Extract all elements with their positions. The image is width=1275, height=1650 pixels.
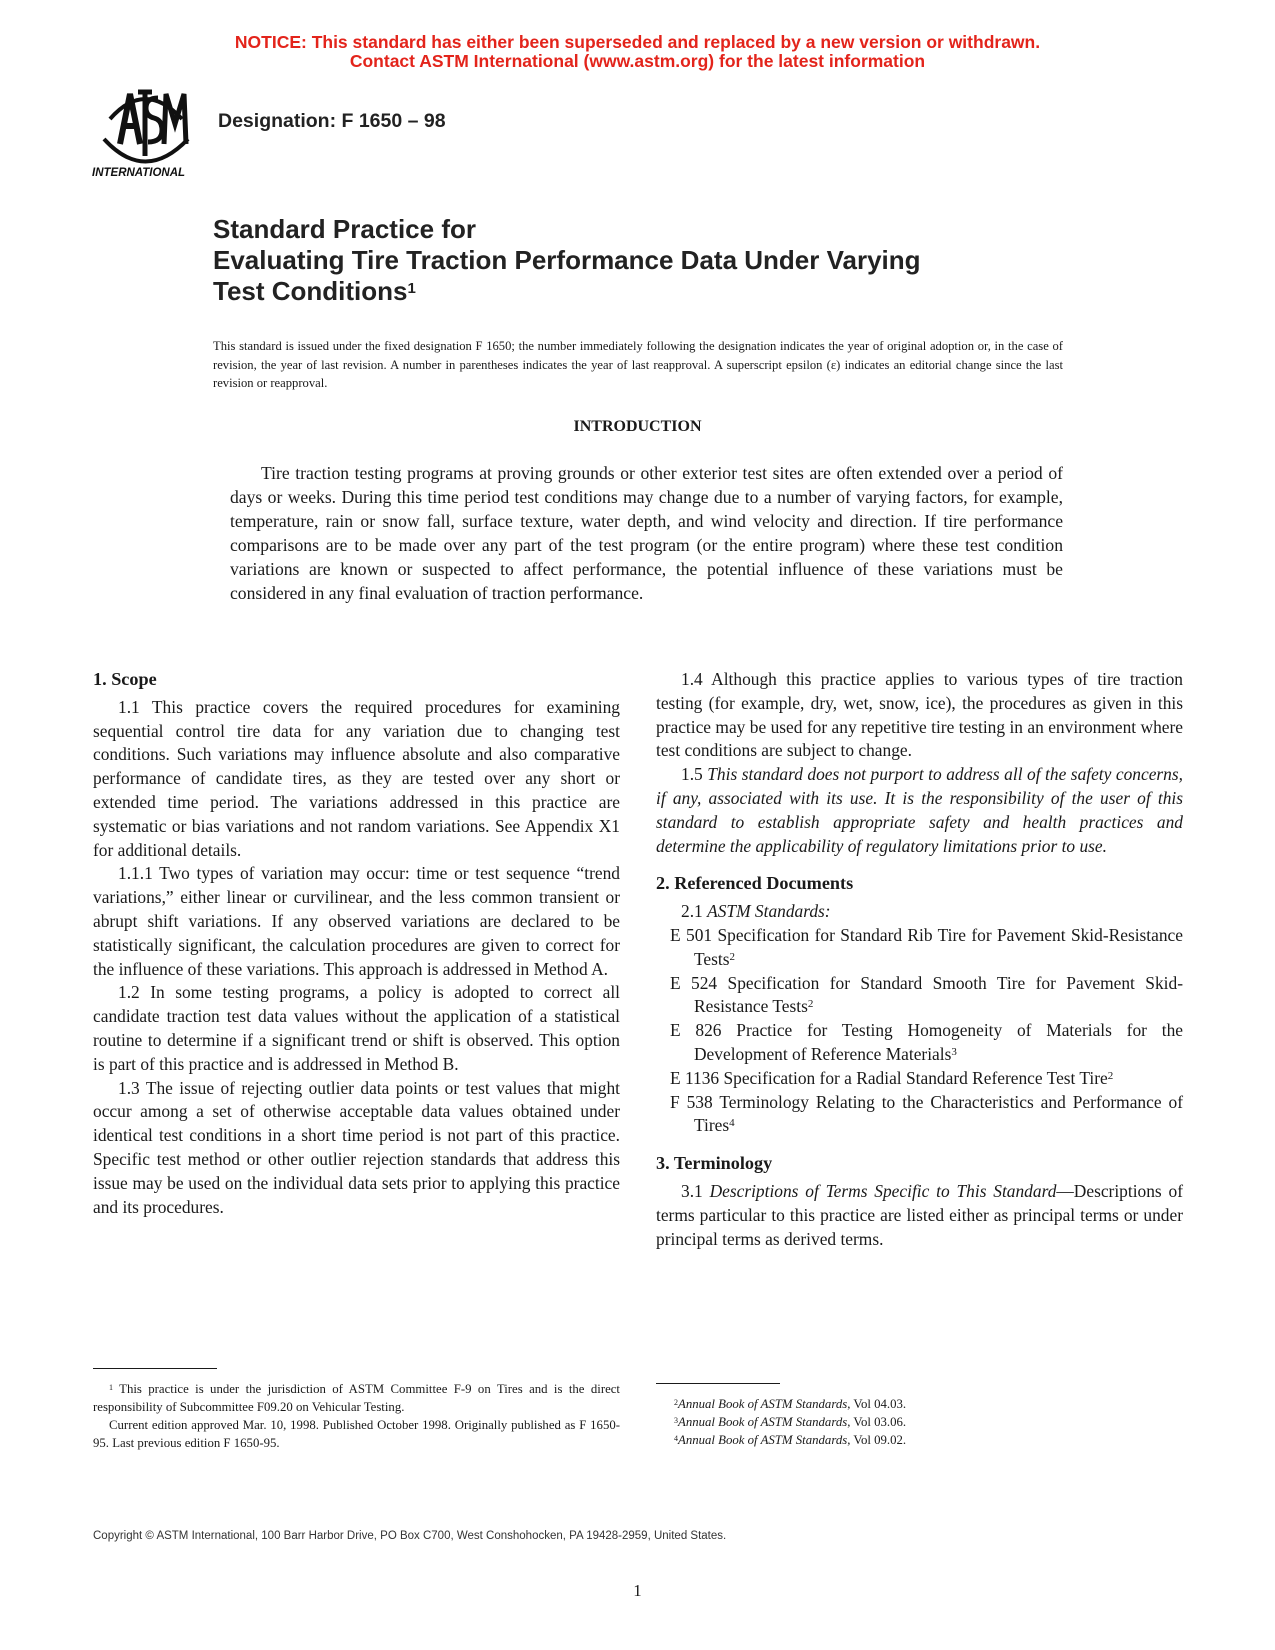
title-line-1: Standard Practice for	[213, 214, 476, 244]
copyright-line: Copyright © ASTM International, 100 Barr Harbor Drive, PO Box C700, West Conshohocken, PA 19428-2959, United States.	[93, 1530, 727, 1542]
introduction-text: Tire traction testing programs at proving grounds or other exterior test sites are often extended over a period of days or weeks. During this time period test conditions may change due to a number of varying factors, for example, temperature, rain or snow fall, surface texture, water depth, and wind velocity and direction. If tire performance comparisons are to be made over any part of the test program (or the entire program) where these test condition variations are known or suspected to affect performance, the potential influence of these variations must be considered in any final evaluation of traction performance.	[230, 463, 1063, 603]
page-number: 1	[633, 1581, 642, 1600]
title-footnote-mark: 1	[407, 280, 416, 297]
section-1-5-number: 1.5	[681, 764, 708, 785]
footnote-volume: , Vol 04.03.	[847, 1397, 907, 1411]
right-column	[656, 668, 1183, 1251]
introduction-heading: INTRODUCTION	[573, 418, 702, 435]
footnote-1-mark: 1	[109, 1383, 113, 1392]
title-line-3: Test Conditions	[213, 276, 408, 306]
section-1-2: 1.2 In some testing programs, a policy is adopted to correct all candidate traction test data values without the application of a statistical routine to determine if a significant trend or shift is observed. This option is part of this practice and is addressed in Method B.	[93, 982, 620, 1074]
left-column	[93, 668, 620, 1219]
document-title	[213, 214, 921, 307]
reference-item	[656, 1091, 1183, 1139]
footnote-book: Annual Book of ASTM Standards	[678, 1415, 848, 1429]
footnote-rule-left	[93, 1368, 217, 1369]
section-3-1	[656, 1180, 1183, 1251]
reference-note: 2	[807, 998, 814, 1011]
withdrawal-notice-line-2: Contact ASTM International (www.astm.org) for the latest information	[349, 51, 926, 71]
astm-logo-subtext: INTERNATIONAL	[92, 167, 186, 179]
section-3-1-dash: —	[1056, 1180, 1074, 1201]
section-3-1-text: Descriptions of terms particular to this practice are listed either as principal terms or under principal terms as derived terms.	[656, 1180, 1184, 1249]
reference-item	[656, 972, 1183, 1020]
footnote-mark: 4	[674, 1434, 678, 1443]
reference-item	[656, 1067, 1183, 1091]
reference-note: 2	[1107, 1069, 1114, 1082]
reference-text: E 524 Specification for Standard Smooth Tire for Pavement Skid-Resistance Tests	[670, 972, 1183, 1017]
issuance-preamble: This standard is issued under the fixed designation F 1650; the number immediately following the designation indicates the year of original adoption or, in the case of revision, the year of last revision. A number in parentheses indicates the year of last reapproval. A superscript epsilon (ε) indicates an editorial change since the last revision or reapproval.	[213, 339, 1063, 390]
footnote-mark: 2	[674, 1398, 678, 1407]
footnote-book: Annual Book of ASTM Standards	[678, 1397, 848, 1411]
section-1-4: 1.4 Although this practice applies to various types of tire traction testing (for example, dry, wet, snow, ice), the procedures as given in this practice may be used for any repetitive tire testing in an environment where test conditions are subject to change.	[656, 669, 1183, 761]
section-2-1	[656, 900, 1183, 924]
section-1-3: 1.3 The issue of rejecting outlier data points or test values that might occur among a set of otherwise acceptable data values obtained under identical test conditions in a short time period is not part of this practice. Specific test method or other outlier rejection standards that address this issue may be used on the individual data sets prior to applying this practice and its procedures.	[93, 1077, 620, 1217]
designation: Designation: F 1650 – 98	[218, 110, 446, 132]
footnote-volume: , Vol 09.02.	[847, 1433, 907, 1447]
scope-heading: 1. Scope	[93, 669, 157, 689]
reference-item	[656, 924, 1183, 972]
reference-note: 4	[729, 1117, 735, 1130]
footnote-4	[656, 1431, 1183, 1449]
footnotes-left	[93, 1380, 620, 1452]
footnote-mark: 3	[674, 1416, 678, 1425]
footnote-1-text: This practice is under the jurisdiction of ASTM Committee F-9 on Tires and is the direct responsibility of Subcommittee F09.20 on Vehicular Testing.	[93, 1382, 620, 1414]
footnote-1	[93, 1380, 620, 1416]
footnote-2	[656, 1395, 1183, 1413]
footnote-rule-right	[656, 1383, 780, 1384]
footnotes-right	[656, 1395, 1183, 1449]
footnote-1-edition: Current edition approved Mar. 10, 1998. Published October 1998. Originally published as F 1650-95. Last previous edition F 1650-95.	[93, 1418, 620, 1450]
section-3-1-number: 3.1	[681, 1180, 710, 1201]
title-line-2: Evaluating Tire Traction Performance Data Under Varying	[213, 245, 921, 275]
footnote-book: Annual Book of ASTM Standards	[678, 1433, 848, 1447]
reference-note: 2	[729, 950, 735, 963]
reference-note: 3	[951, 1045, 957, 1058]
reference-text: E 826 Practice for Testing Homogeneity of Materials for the Development of Reference Materials	[670, 1020, 1183, 1064]
referenced-documents-heading: 2. Referenced Documents	[656, 873, 854, 894]
reference-text: F 538 Terminology Relating to the Characteristics and Performance of Tires	[670, 1091, 1183, 1136]
reference-text: E 501 Specification for Standard Rib Tire for Pavement Skid-Resistance Tests	[670, 924, 1183, 969]
section-2-1-label: ASTM Standards:	[707, 901, 831, 922]
reference-text: E 1136 Specification for a Radial Standard Reference Test Tire	[670, 1067, 1108, 1088]
section-2-1-number: 2.1	[681, 901, 708, 922]
footnote-3	[656, 1413, 1183, 1431]
withdrawal-notice-line-1: NOTICE: This standard has either been superseded and replaced by a new version or withdrawn.	[234, 32, 1041, 52]
section-1-1-1: 1.1.1 Two types of variation may occur: time or test sequence “trend variations,” either linear or curvilinear, and the less common transient or abrupt shift variations. If any observed variations are declared to be statistically significant, the calculation procedures are given to correct for the influence of these variations. This approach is addressed in Method A.	[93, 863, 620, 979]
section-3-1-label: Descriptions of Terms Specific to This Standard	[709, 1180, 1057, 1201]
section-1-5-safety-text: This standard does not purport to address all of the safety concerns, if any, associated with its use. It is the responsibility of the user of this standard to establish appropriate safety and health practices and determine the applicability of regulatory limitations prior to use.	[656, 764, 1183, 856]
section-1-1: 1.1 This practice covers the required procedures for examining sequential control tire data for any variation due to changing test conditions. Such variations may influence absolute and also comparative performance of candidate tires, as they are tested over any short or extended time period. The variations addressed in this practice are systematic or bias variations and not random variations. See Appendix X1 for additional details.	[93, 696, 620, 860]
terminology-heading: 3. Terminology	[656, 1153, 773, 1174]
astm-logo	[90, 84, 200, 184]
reference-item	[656, 1019, 1183, 1067]
footnote-volume: , Vol 03.06.	[847, 1415, 907, 1429]
section-1-5	[656, 763, 1183, 858]
